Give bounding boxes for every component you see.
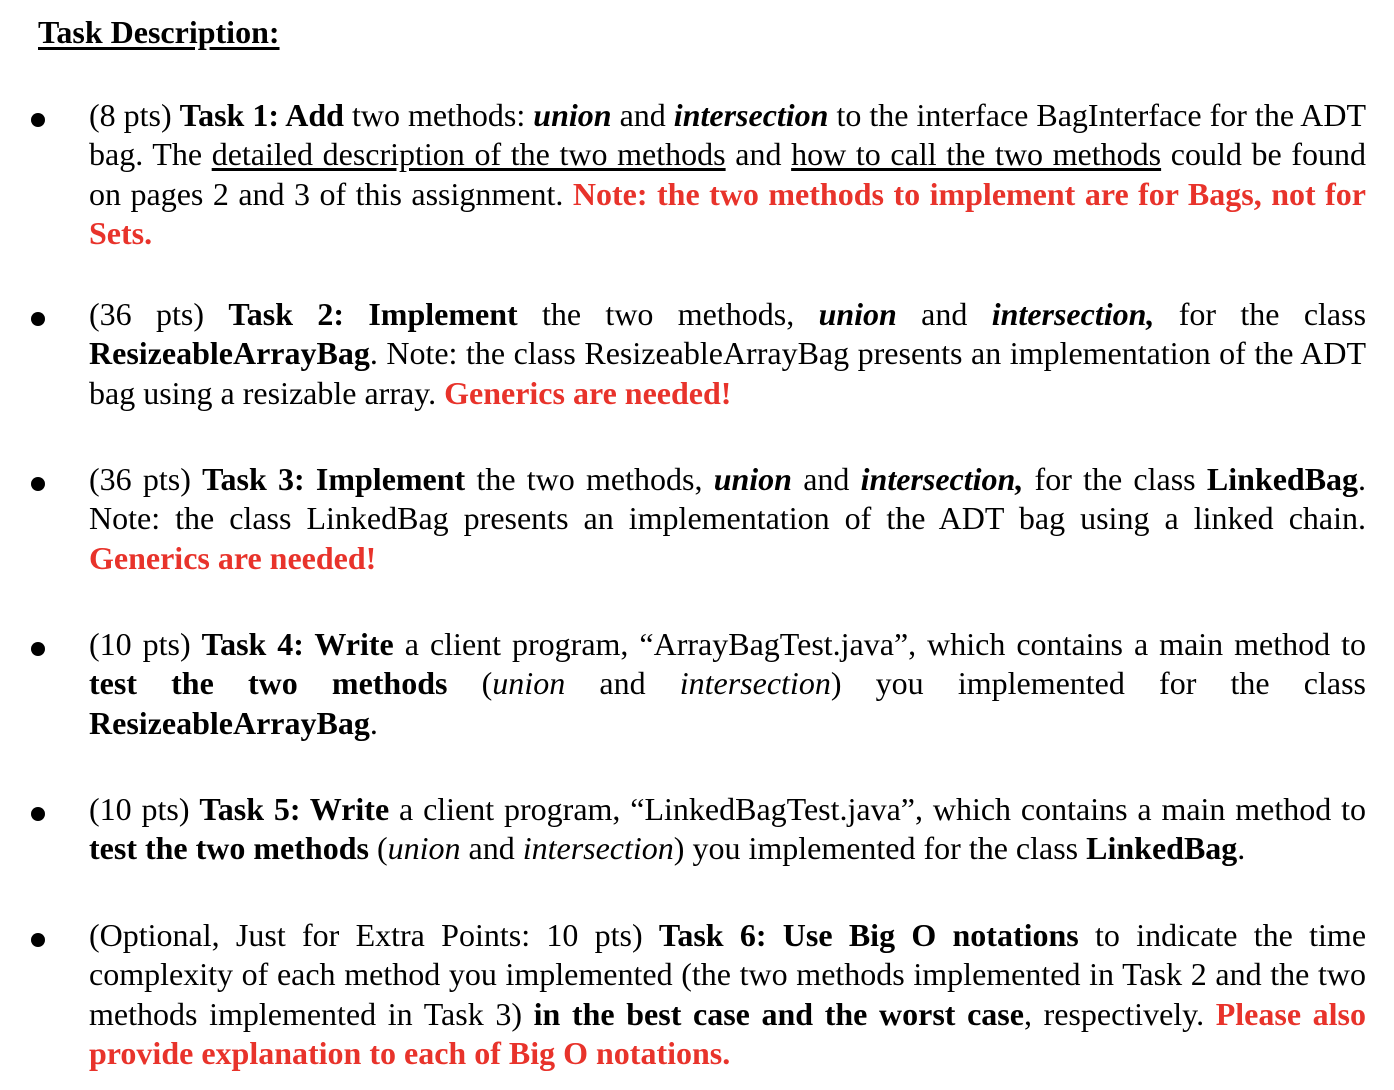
task-description-heading: Task Description: (38, 14, 280, 50)
task-points: (8 pts) (89, 97, 180, 133)
bullet-icon (31, 477, 45, 491)
task-points: (36 pts) (89, 461, 203, 497)
method-name-intersection: intersection (679, 665, 831, 702)
task-text-segment: two methods: (343, 97, 534, 133)
red-note: Generics are needed! (89, 539, 377, 576)
task-text-segment: to the interface BagInterface for the ADT bag. The (89, 97, 1367, 173)
red-note: Note: the two methods to implement are for Bags, not for Sets. (89, 175, 1367, 251)
red-note: Please also provide explanation to each of Big O notations. (89, 995, 1367, 1071)
bullet-icon (31, 933, 45, 947)
task-text-segment: . (369, 704, 378, 741)
task-text (89, 96, 1366, 253)
bullet-icon (31, 113, 45, 127)
method-name-union: union (492, 665, 566, 702)
task-text-segment: ( (368, 830, 388, 867)
task-text-segment: the two methods, (465, 461, 714, 497)
task-text-segment: ( (447, 665, 493, 702)
task-text-segment: could be found on pages 2 and 3 of this assignment. (89, 136, 1367, 212)
task-text-segment: . Note: the class LinkedBag presents an implementation of the ADT bag using a linked chain. (89, 461, 1367, 537)
bullet-icon (31, 807, 45, 821)
task-text-segment: for the class (1154, 296, 1367, 332)
task-text (89, 460, 1366, 578)
method-name-union: union (533, 97, 612, 133)
task-label: Task 3: Implement (202, 461, 466, 497)
task-text (89, 790, 1366, 869)
class-name: LinkedBag (1206, 461, 1359, 497)
task-label: Task 1: Add (179, 97, 344, 133)
method-name-union: union (387, 830, 461, 867)
task-text (89, 625, 1366, 743)
task-text-segment: the two methods, (517, 296, 819, 332)
task-text-segment: , respectively. (1023, 995, 1216, 1032)
bold-phrase: test the two methods (89, 665, 448, 702)
red-note: Generics are needed! (444, 374, 732, 411)
task-label: Task 6: Use Big O notations (658, 917, 1079, 953)
task-label: Task 2: Implement (228, 296, 518, 332)
task-text (89, 295, 1366, 413)
task-points: (36 pts) (89, 296, 229, 332)
bullet-icon (31, 642, 45, 656)
method-name-union: union (818, 296, 897, 332)
method-name-intersection: intersection (522, 830, 674, 867)
task-text-segment: and (896, 296, 992, 332)
underlined-detailed-description: detailed description of the two methods (211, 136, 726, 173)
method-name-intersection: intersection, (991, 296, 1155, 332)
task-text (89, 916, 1366, 1073)
task-text-segment: and (725, 136, 792, 173)
task-points: (10 pts) (89, 626, 202, 662)
method-name-union: union (713, 461, 792, 497)
underlined-how-to-call: how to call the two methods (791, 136, 1162, 173)
task-text-segment: to indicate the time complexity of each method you implemented (the two methods implemented in Task 2 and the two methods implemented in Task 3) (89, 917, 1367, 1032)
class-name: LinkedBag (1086, 830, 1238, 867)
bullet-icon (31, 312, 45, 326)
task-points: (Optional, Just for Extra Points: 10 pts) (89, 917, 659, 953)
task-text-segment: a client program, “ArrayBagTest.java”, which contains a main method to (393, 626, 1367, 662)
method-name-intersection: intersection (673, 97, 829, 133)
bold-phrase: in the best case and the worst case (533, 995, 1024, 1032)
task-text-segment: and (565, 665, 680, 702)
task-text-segment: and (791, 461, 861, 497)
task-text-segment: for the class (1023, 461, 1207, 497)
task-text-segment: . (1237, 830, 1246, 867)
task-label: Task 5: Write (199, 791, 390, 827)
task-text-segment: and (460, 830, 523, 867)
class-name: ResizeableArrayBag (89, 335, 370, 372)
task-text-segment: . Note: the class ResizeableArrayBag presents an implementation of the ADT bag using a resizable array. (89, 335, 1366, 411)
task-text-segment: a client program, “LinkedBagTest.java”, which contains a main method to (389, 791, 1367, 827)
task-points: (10 pts) (89, 791, 200, 827)
task-text-segment: and (611, 97, 674, 133)
class-name: ResizeableArrayBag (89, 704, 370, 741)
bold-phrase: test the two methods (89, 830, 369, 867)
task-text-segment: ) you implemented for the class (830, 665, 1366, 702)
method-name-intersection: intersection, (860, 461, 1024, 497)
task-text-segment: ) you implemented for the class (673, 830, 1087, 867)
task-label: Task 4: Write (201, 626, 394, 662)
